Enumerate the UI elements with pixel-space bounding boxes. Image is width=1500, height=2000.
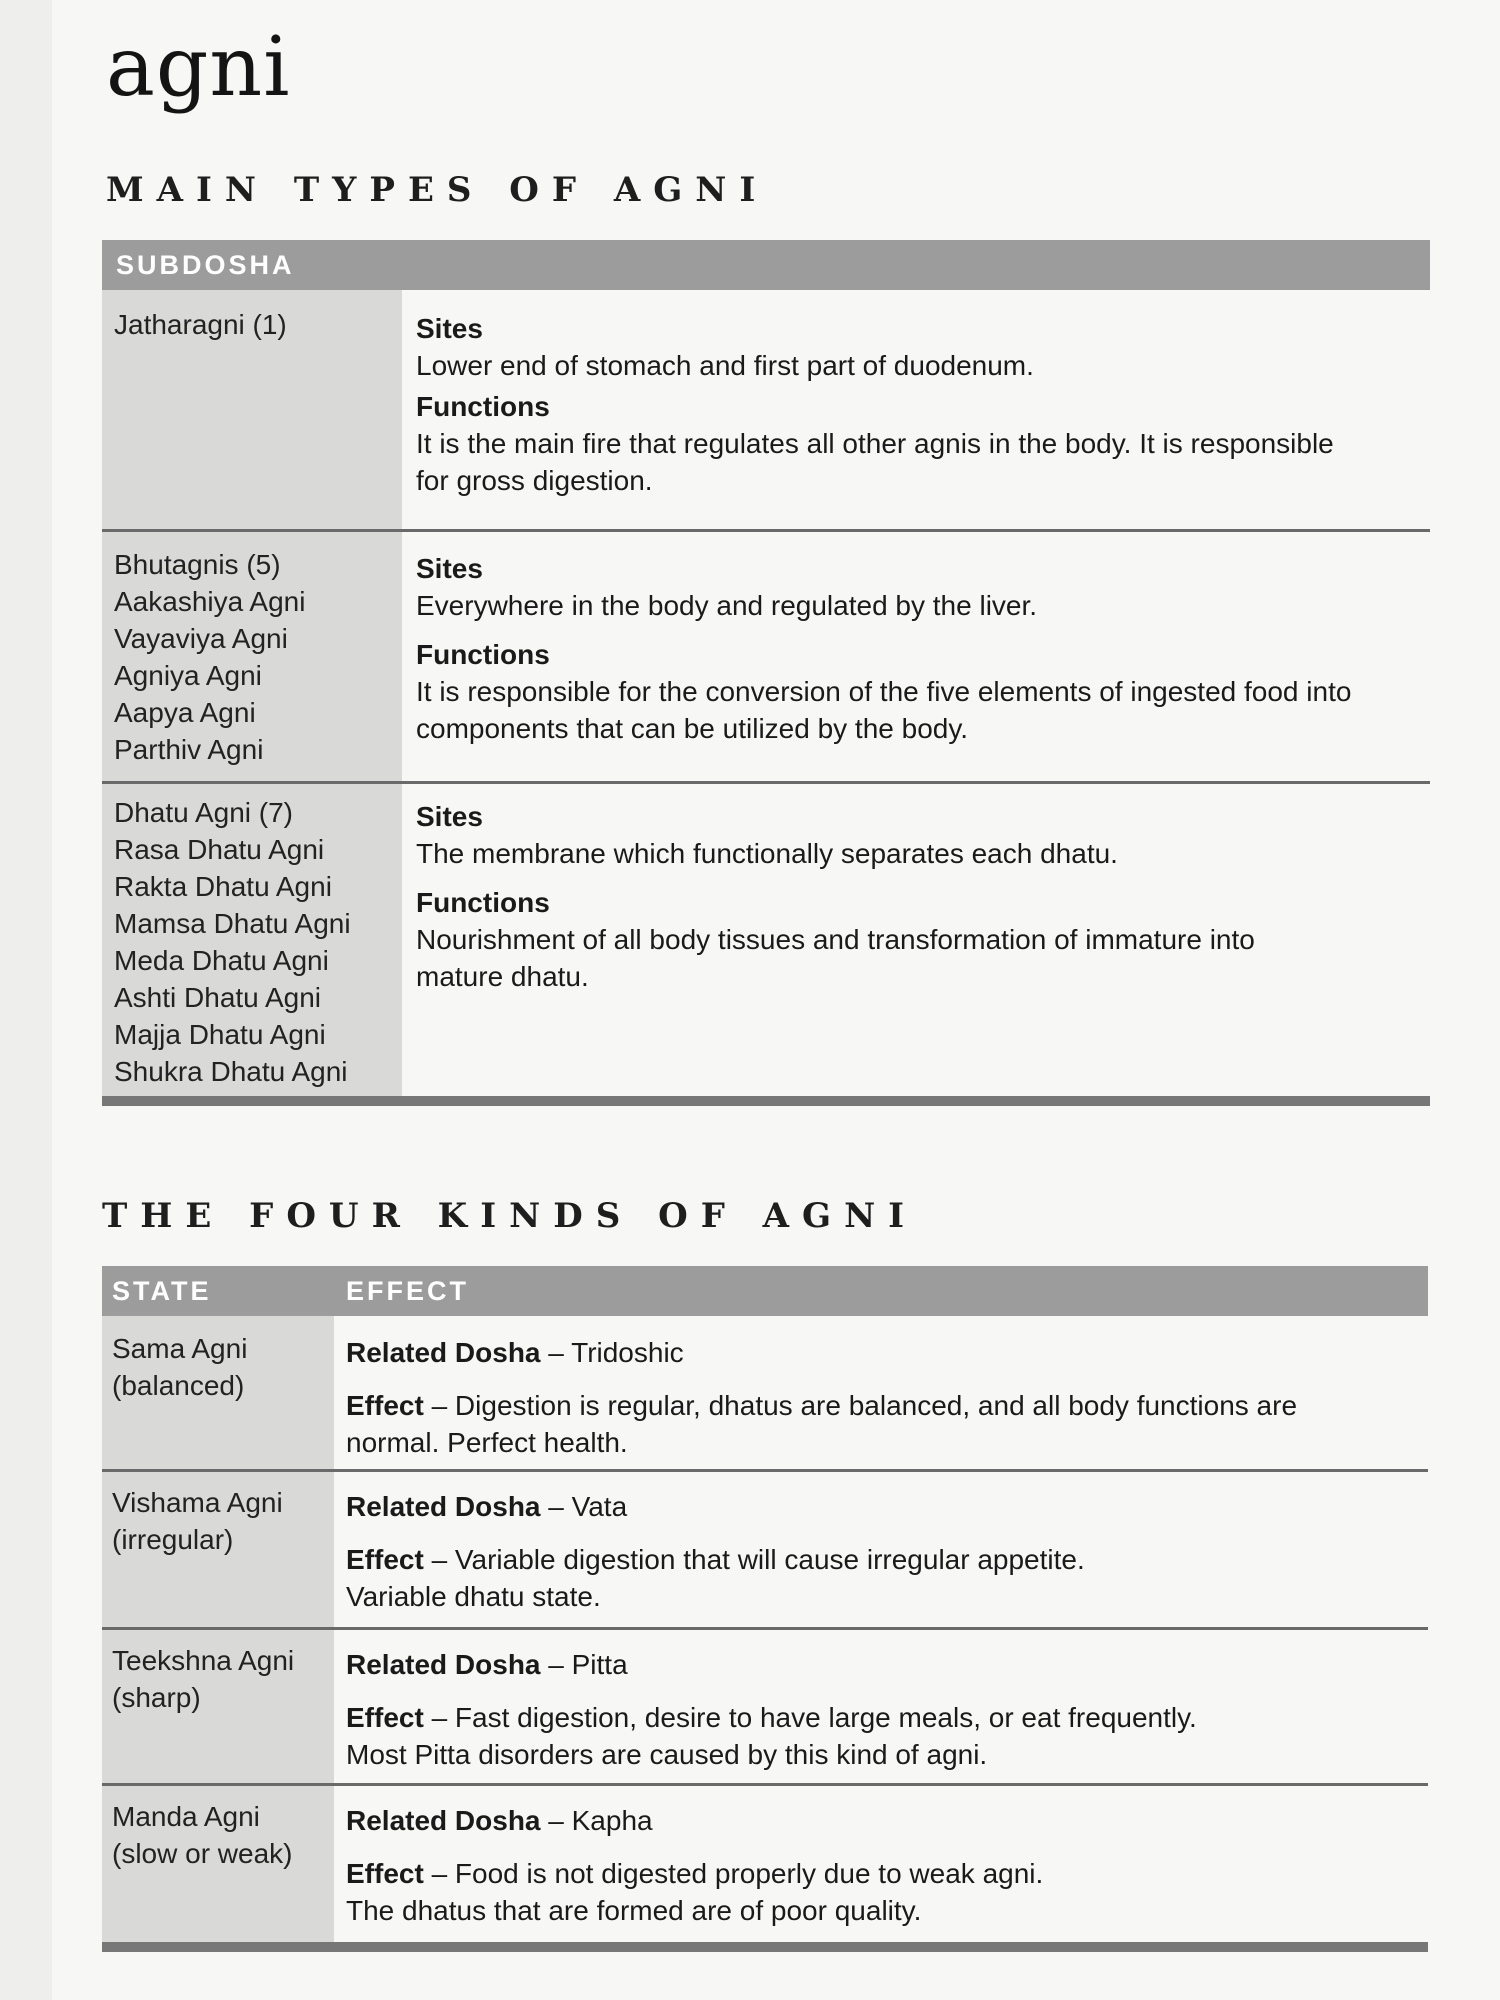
subdosha-name-list [114, 546, 305, 768]
effect-label: Effect [346, 1702, 424, 1733]
table-row [102, 784, 1430, 1106]
functions-label: Functions [416, 887, 550, 918]
state-name [112, 1798, 292, 1872]
subdosha-name: Majja Dhatu Agni [114, 1019, 326, 1050]
effect-text: – Fast digestion, desire to have large meals, or eat frequently. [423, 1702, 1197, 1733]
subdosha-name: Meda Dhatu Agni [114, 945, 329, 976]
subdosha-name: Shukra Dhatu Agni [114, 1056, 348, 1087]
dosha-value: – Kapha [540, 1805, 653, 1836]
subdosha-description [416, 550, 1351, 747]
state-name-line: Teekshna Agni [112, 1645, 295, 1676]
state-name-line: Manda Agni [112, 1801, 260, 1832]
subdosha-name: Ashti Dhatu Agni [114, 982, 322, 1013]
table-row [102, 532, 1430, 784]
state-name-line: (irregular) [112, 1524, 234, 1555]
effect-text: Variable dhatu state. [346, 1581, 601, 1612]
subdosha-description [416, 798, 1255, 995]
section-title-main-types: MAIN TYPES OF AGNI [106, 170, 769, 210]
dosha-value: – Tridoshic [540, 1337, 684, 1368]
table-row [102, 290, 1430, 532]
header-effect: EFFECT [346, 1276, 469, 1306]
functions-text: mature dhatu. [416, 961, 589, 992]
sites-label: Sites [416, 801, 483, 832]
effect-label: Effect [346, 1390, 424, 1421]
effect-text: – Digestion is regular, dhatus are balanced, and all body functions are [423, 1390, 1298, 1421]
functions-text: It is the main fire that regulates all other agnis in the body. It is responsible [416, 428, 1334, 459]
subdosha-name: Dhatu Agni (7) [114, 797, 293, 828]
state-effect [346, 1488, 1085, 1615]
sites-label: Sites [416, 553, 483, 584]
state-name [112, 1642, 294, 1716]
subdosha-name-list [114, 306, 287, 343]
table-header [102, 1266, 1428, 1316]
functions-text: Nourishment of all body tissues and transformation of immature into [416, 924, 1255, 955]
dosha-label: Related Dosha [346, 1337, 541, 1368]
effect-label: Effect [346, 1544, 424, 1575]
subdosha-name: Agniya Agni [114, 660, 262, 691]
dosha-label: Related Dosha [346, 1649, 541, 1680]
functions-text: It is responsible for the conversion of the five elements of ingested food into [416, 676, 1352, 707]
functions-label: Functions [416, 391, 550, 422]
state-effect [346, 1802, 1043, 1929]
page-title: agni [106, 20, 291, 115]
dosha-value: – Vata [540, 1491, 628, 1522]
dosha-label: Related Dosha [346, 1805, 541, 1836]
effect-label: Effect [346, 1858, 424, 1889]
table-row [102, 1630, 1428, 1786]
state-name-line: (slow or weak) [112, 1838, 293, 1869]
state-name-line: (sharp) [112, 1682, 201, 1713]
subdosha-description [416, 310, 1334, 499]
table-row [102, 1786, 1428, 1952]
sites-text: The membrane which functionally separates each dhatu. [416, 838, 1118, 869]
functions-label: Functions [416, 639, 550, 670]
sites-label: Sites [416, 313, 483, 344]
state-name-line: Vishama Agni [112, 1487, 283, 1518]
table-header [102, 240, 1430, 290]
state-name-line: (balanced) [112, 1370, 245, 1401]
section-title-four-kinds: THE FOUR KINDS OF AGNI [102, 1196, 918, 1236]
header-state: STATE [112, 1276, 212, 1306]
table-bottom-rule [102, 1096, 1430, 1106]
four-kinds-table [102, 1266, 1428, 1952]
sites-text: Everywhere in the body and regulated by the liver. [416, 590, 1038, 621]
effect-text: – Variable digestion that will cause irregular appetite. [423, 1544, 1085, 1575]
state-name-line: Sama Agni [112, 1333, 248, 1364]
effect-text: – Food is not digested properly due to weak agni. [423, 1858, 1044, 1889]
functions-text: components that can be utilized by the body. [416, 713, 969, 744]
table-bottom-rule [102, 1942, 1428, 1952]
subdosha-name: Rasa Dhatu Agni [114, 834, 325, 865]
subdosha-name: Parthiv Agni [114, 734, 264, 765]
dosha-label: Related Dosha [346, 1491, 541, 1522]
dosha-value: – Pitta [540, 1649, 628, 1680]
main-types-table [102, 240, 1430, 1106]
table-row [102, 1316, 1428, 1472]
effect-text: Most Pitta disorders are caused by this kind of agni. [346, 1739, 988, 1770]
table-row [102, 1472, 1428, 1630]
subdosha-name: Mamsa Dhatu Agni [114, 908, 351, 939]
subdosha-name: Aapya Agni [114, 697, 256, 728]
functions-text: for gross digestion. [416, 465, 653, 496]
subdosha-name: Rakta Dhatu Agni [114, 871, 332, 902]
sites-text: Lower end of stomach and first part of duodenum. [416, 350, 1034, 381]
subdosha-name: Vayaviya Agni [114, 623, 288, 654]
effect-text: The dhatus that are formed are of poor quality. [346, 1895, 922, 1926]
state-name [112, 1484, 283, 1558]
subdosha-name: Jatharagni (1) [114, 309, 287, 340]
subdosha-name: Aakashiya Agni [114, 586, 306, 617]
subdosha-name-list [114, 794, 351, 1090]
state-effect [346, 1334, 1297, 1461]
effect-text: normal. Perfect health. [346, 1427, 628, 1458]
subdosha-name: Bhutagnis (5) [114, 549, 281, 580]
state-effect [346, 1646, 1197, 1773]
state-name [112, 1330, 247, 1404]
header-subdosha: SUBDOSHA [116, 250, 295, 280]
